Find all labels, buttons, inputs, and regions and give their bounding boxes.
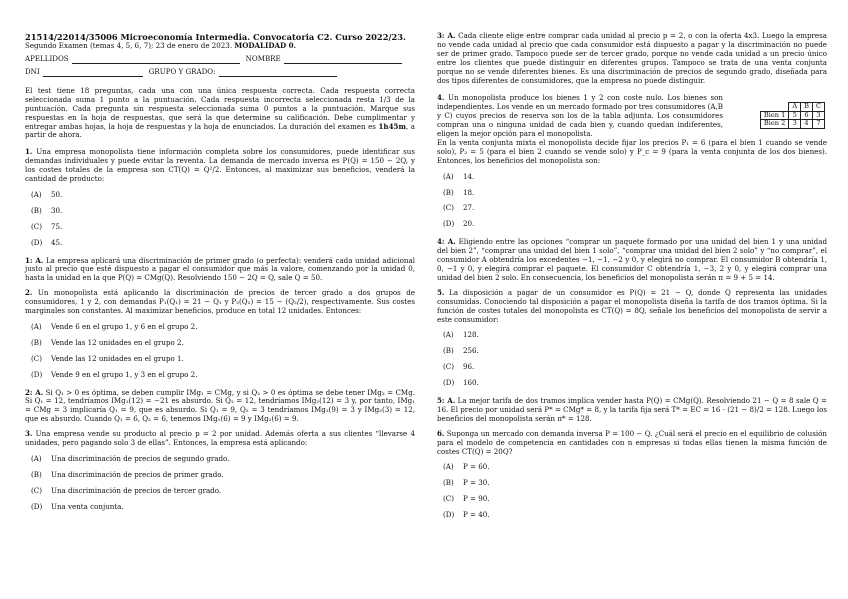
option-label: (D) xyxy=(443,219,455,229)
question-text: Un monopolista está aplicando la discriminación de precios de tercer grado a dos grupos de consumidores, 1 y 2, con demandas P₁(Q₁) = 21 − Q₁ y P₂(Q₂) = 15 − (Q₂/2), respectivamente. Sus costes marginales son constantes. Al maximizar beneficios, produce en total 12 unidades. Entonces: xyxy=(25,288,415,316)
option-label: (A) xyxy=(443,330,454,340)
apellidos-label: APELLIDOS xyxy=(25,54,69,63)
answer-3 xyxy=(437,32,827,85)
option-2b[interactable] xyxy=(31,339,415,348)
apellidos-field[interactable] xyxy=(72,55,240,64)
question-6 xyxy=(437,430,827,457)
table-cell: 7 xyxy=(812,120,824,129)
question-number: 5. xyxy=(437,287,445,297)
option-label: (C) xyxy=(443,203,454,213)
option-4b[interactable] xyxy=(443,189,827,198)
option-text: 160. xyxy=(463,378,479,388)
option-1c[interactable] xyxy=(31,223,415,232)
option-text: 30. xyxy=(51,205,63,215)
option-5a[interactable] xyxy=(443,331,827,340)
question-3 xyxy=(25,430,415,448)
exam-title: 21514/22014/35006 Microeconomía Intermedia. Convocatoria C2. Curso 2022/23. xyxy=(25,32,406,42)
option-text: Una discriminación de precios de segundo grado. xyxy=(51,453,230,463)
table-cell: Bien 2 xyxy=(760,120,788,129)
option-4d[interactable] xyxy=(443,220,827,229)
option-text: P = 60. xyxy=(463,462,490,472)
answer-text: La mejor tarifa de dos tramos implica vender hasta P(Q) = CMg(Q). Resolviendo 21 − Q = 8 sale Q = 16. El precio por unidad será P* = CMg* = 8, y la tarifa fija será T* = EC = 16 · (21 − 8)/2 = 128. Luego los beneficios del monopolista serán π* = 128. xyxy=(437,395,827,423)
exam-subtitle xyxy=(25,42,415,51)
option-label: (D) xyxy=(31,237,43,247)
option-label: (B) xyxy=(443,187,454,197)
option-text: Vende 6 en el grupo 1, y 6 en el grupo 2. xyxy=(51,321,198,331)
answer-key: 1: A. xyxy=(25,255,44,265)
option-4a[interactable] xyxy=(443,173,827,182)
option-text: 256. xyxy=(463,346,479,356)
question-text: Suponga un mercado con demanda inversa P = 100 − Q. ¿Cuál será el precio en el equilibrio de colusión para el modelo de competencia en cantidades con n empresas si todas ellas tienen la misma función de costes CT(Q) = 20Q? xyxy=(437,428,827,456)
answer-2 xyxy=(25,389,415,425)
option-label: (C) xyxy=(443,362,454,372)
answer-key: 3: A. xyxy=(437,31,456,40)
table-cell: Bien 1 xyxy=(760,111,788,120)
option-1d[interactable] xyxy=(31,239,415,248)
option-label: (B) xyxy=(443,478,454,488)
option-text: Una discriminación de precios de tercer grado. xyxy=(51,485,222,495)
question-text: Una empresa vende su producto al precio p = 2 por unidad. Además oferta a sus clientes “llevarse 4 unidades, pero pagando solo 3 de ellas”. Entonces, la empresa está aplicando: xyxy=(25,429,415,448)
option-text: Vende las 12 unidades en el grupo 1. xyxy=(51,353,184,363)
option-label: (B) xyxy=(31,469,42,479)
option-label: (C) xyxy=(443,494,454,504)
option-label: (A) xyxy=(31,453,42,463)
option-label: (A) xyxy=(31,189,42,199)
left-column xyxy=(25,32,415,512)
option-label: (B) xyxy=(443,346,454,356)
option-label: (C) xyxy=(31,353,42,363)
option-label: (C) xyxy=(31,221,42,231)
answer-key: 4: A. xyxy=(437,237,456,247)
id-fields-row xyxy=(25,65,415,77)
option-5d[interactable] xyxy=(443,379,827,388)
option-text: P = 90. xyxy=(463,494,490,504)
option-3a[interactable] xyxy=(31,455,415,464)
instructions xyxy=(25,87,415,140)
option-4c[interactable] xyxy=(443,204,827,213)
option-1b[interactable] xyxy=(31,207,415,216)
option-text: 18. xyxy=(463,187,475,197)
option-label: (A) xyxy=(31,321,42,331)
table-cell xyxy=(760,103,788,112)
option-2d[interactable] xyxy=(31,371,415,380)
instructions-tail: , a partir de ahora. xyxy=(25,121,415,140)
question-number: 4. xyxy=(437,93,445,103)
option-label: (B) xyxy=(31,205,42,215)
table-cell: 6 xyxy=(801,111,813,120)
option-3d[interactable] xyxy=(31,503,415,512)
answer-text: Cada cliente elige entre comprar cada unidad al precio p = 2, o con la oferta 4x3. Luego la empresa no vende cada unidad al precio que cada consumidor está dispuesto a pagar y la discriminación no puede ser de primer grado. Tampoco puede ser de tercer grado, porque no vende cada unidad a un precio único entre los clientes que puede distinguir en diferentes grupos. Tampoco se trata de una venta conjunta porque no se vende diferentes bienes. Es una discriminación de precios de segundo grado, diseñada para dos tipos diferentes de consumidores, que la empresa no puede distinguir. xyxy=(437,31,827,85)
table-header-row xyxy=(760,103,824,112)
option-5c[interactable] xyxy=(443,363,827,372)
option-6c[interactable] xyxy=(443,495,827,504)
table-header: B xyxy=(801,103,813,112)
option-text: Vende 9 en el grupo 1, y 3 en el grupo 2. xyxy=(51,369,198,379)
option-text: 96. xyxy=(463,362,475,372)
option-text: 45. xyxy=(51,237,63,247)
option-2c[interactable] xyxy=(31,355,415,364)
option-label: (A) xyxy=(443,171,454,181)
option-label: (A) xyxy=(443,462,454,472)
option-label: (D) xyxy=(31,369,43,379)
nombre-field[interactable] xyxy=(284,55,402,64)
option-text: 27. xyxy=(463,203,475,213)
option-label: (D) xyxy=(443,510,455,520)
option-3b[interactable] xyxy=(31,471,415,480)
dni-label: DNI xyxy=(25,67,40,76)
question-text: Una empresa monopolista tiene información completa sobre los consumidores, puede identificar sus demandas individuales y puede evitar la reventa. La demanda de mercado inversa es P(Q) = 150 − 2Q, y los costes totales de la empresa son CT(Q) = Q²/2. Entonces, al maximizar sus beneficios, venderá la cantidad de producto: xyxy=(25,147,415,184)
grupo-field[interactable] xyxy=(219,68,337,77)
table-cell: 3 xyxy=(789,120,801,129)
question-number: 6. xyxy=(437,428,445,438)
option-text: Vende las 12 unidades en el grupo 2. xyxy=(51,337,184,347)
option-6a[interactable] xyxy=(443,463,827,472)
option-3c[interactable] xyxy=(31,487,415,496)
option-5b[interactable] xyxy=(443,347,827,356)
question-2 xyxy=(25,289,415,316)
question-number: 1. xyxy=(25,147,33,157)
answer-1 xyxy=(25,257,415,284)
question-5 xyxy=(437,289,827,325)
option-1a[interactable] xyxy=(31,191,415,200)
dni-field[interactable] xyxy=(43,68,143,77)
option-text: 50. xyxy=(51,189,63,199)
question-number: 3. xyxy=(25,429,33,439)
nombre-label: NOMBRE xyxy=(245,54,281,63)
modalidad-label: MODALIDAD 0. xyxy=(234,41,297,50)
subtitle-text: Segundo Examen (temas 4, 5, 6, 7); 23 de enero de 2023. xyxy=(25,41,235,50)
table-header: C xyxy=(812,103,824,112)
option-6b[interactable] xyxy=(443,479,827,488)
table-cell: 4 xyxy=(801,120,813,129)
question-text: Un monopolista produce los bienes 1 y 2 con coste nulo. Los bienes son independientes. Los vende en un mercado formado por tres consumidores (A,B y C) cuyos precios de reserva son los de la tabla adjunta. Los consumidores compran una o ninguna unidad de cada bien y, cuando quedan indiferentes, eligen la mejor opción para el monopolista. xyxy=(437,93,723,139)
option-text: 128. xyxy=(463,330,479,340)
option-label: (D) xyxy=(443,378,455,388)
answer-4 xyxy=(437,238,827,283)
name-fields-row xyxy=(25,52,415,64)
answer-key: 2: A. xyxy=(25,387,44,397)
answer-5 xyxy=(437,397,827,424)
reservation-price-table xyxy=(760,102,825,129)
option-text: 20. xyxy=(463,219,475,229)
grupo-label: GRUPO Y GRADO: xyxy=(148,67,216,76)
option-text: P = 40. xyxy=(463,510,490,520)
question-text: La disposición a pagar de un consumidor es P(Q) = 21 − Q, donde Q representa las unidades consumidas. Conociendo tal disposición a pagar el monopolista diseña la tarifa de dos tramos óptima. Si la función de costes totales del monopolista es CT(Q) = 8Q, señale los beneficios del monopolista de servir a este consumidor: xyxy=(437,287,827,324)
instructions-text: El test tiene 18 preguntas, cada una con una única respuesta correcta. Cada respuesta correcta seleccionada suma 1 punto a la puntuación. Cada respuesta incorrecta seleccionada resta 1/3 de la puntuación. Cada pregunta sin respuesta seleccionada suma 0 puntos a la puntuación. Marque sus respuestas en la hoja de respuestas, que será la que determine su calificación. Debe cumplimentar y entregar ambas hojas, la hoja de respuestas y la hoja de enunciados. La duración del examen es xyxy=(25,85,415,131)
question-4 xyxy=(437,94,723,139)
answer-text: La empresa aplicará una discriminación de primer grado (o perfecta): venderá cada unidad adicional justo al precio que esté dispuesto a pagar el consumidor que más la valore, comenzando por la unidad 0, hasta la unidad en la que P(Q) = CMg(Q). Resolviendo 150 − 2Q = Q, sale Q = 50. xyxy=(25,255,415,283)
option-6d[interactable] xyxy=(443,511,827,520)
answer-text: Eligiendo entre las opciones “comprar un paquete formado por una unidad del bien 1 y una unidad del bien 2”, “comprar una unidad del bien 1 solo”, “comprar una unidad del bien 2 solo” y “no comprar”, el consumidor A obtendría los excedentes −1, −1, −2 y 0, y elegirá no comprar. El consumidor B obtendría 1, 0, −1 y 0, y elegirá comprar el paquete. El consumidor C obtendría 1, −3, 2 y 0, y elegirá comprar una unidad del bien 2 solo. En consecuencia, los beneficios del monopolista serán π = 9 + 5 = 14. xyxy=(437,237,827,282)
table-cell: 5 xyxy=(789,111,801,120)
answer-text: Si Q₁ > 0 es óptima, se deben cumplir IMg₁ = CMg, y si Q₂ > 0 es óptima se debe tener IMg₂ = CMg. Si Q₁ = 12, tendríamos IMg₁(12) = −21 es absurdo. Si Q₂ = 12, tendríamos IMg₂(12) = 3 y, por tanto, IMg₁ = CMg = 3 implicaría Q₁ = 9, que es absurdo. Si Q₁ = 9, Q₂ = 3 tendríamos IMg₁(9) = 3 y IMg₂(3) = 12, que es absurdo. Cuando Q₁ = 6, Q₂ = 6, tenemos IMg₁(6) = 9 y IMg₂(6) = 9. xyxy=(25,387,415,424)
option-text: 14. xyxy=(463,171,475,181)
table-cell: 3 xyxy=(812,111,824,120)
option-label: (C) xyxy=(31,485,42,495)
option-label: (B) xyxy=(31,337,42,347)
question-4-text2: En la venta conjunta mixta el monopolista decide fijar los precios P₁ = 6 (para el bien 1 cuando se vende solo), P₂ = 5 (para el bien 2 cuando se vende solo) y P_c = 9 (para la venta conjunta de los dos bienes). Entonces, los beneficios del monopolista son: xyxy=(437,137,827,165)
option-text: Una discriminación de precios de primer grado. xyxy=(51,469,224,479)
option-text: P = 30. xyxy=(463,478,490,488)
question-1 xyxy=(25,148,415,184)
instructions-duration: 1h45m xyxy=(378,121,406,131)
option-text: Una venta conjunta. xyxy=(51,501,124,511)
table-header: A xyxy=(789,103,801,112)
answer-key: 5: A. xyxy=(437,395,456,405)
question-number: 2. xyxy=(25,288,33,298)
option-text: 75. xyxy=(51,221,63,231)
right-column xyxy=(437,32,827,520)
table-row xyxy=(760,120,824,129)
option-label: (D) xyxy=(31,501,43,511)
option-2a[interactable] xyxy=(31,323,415,332)
